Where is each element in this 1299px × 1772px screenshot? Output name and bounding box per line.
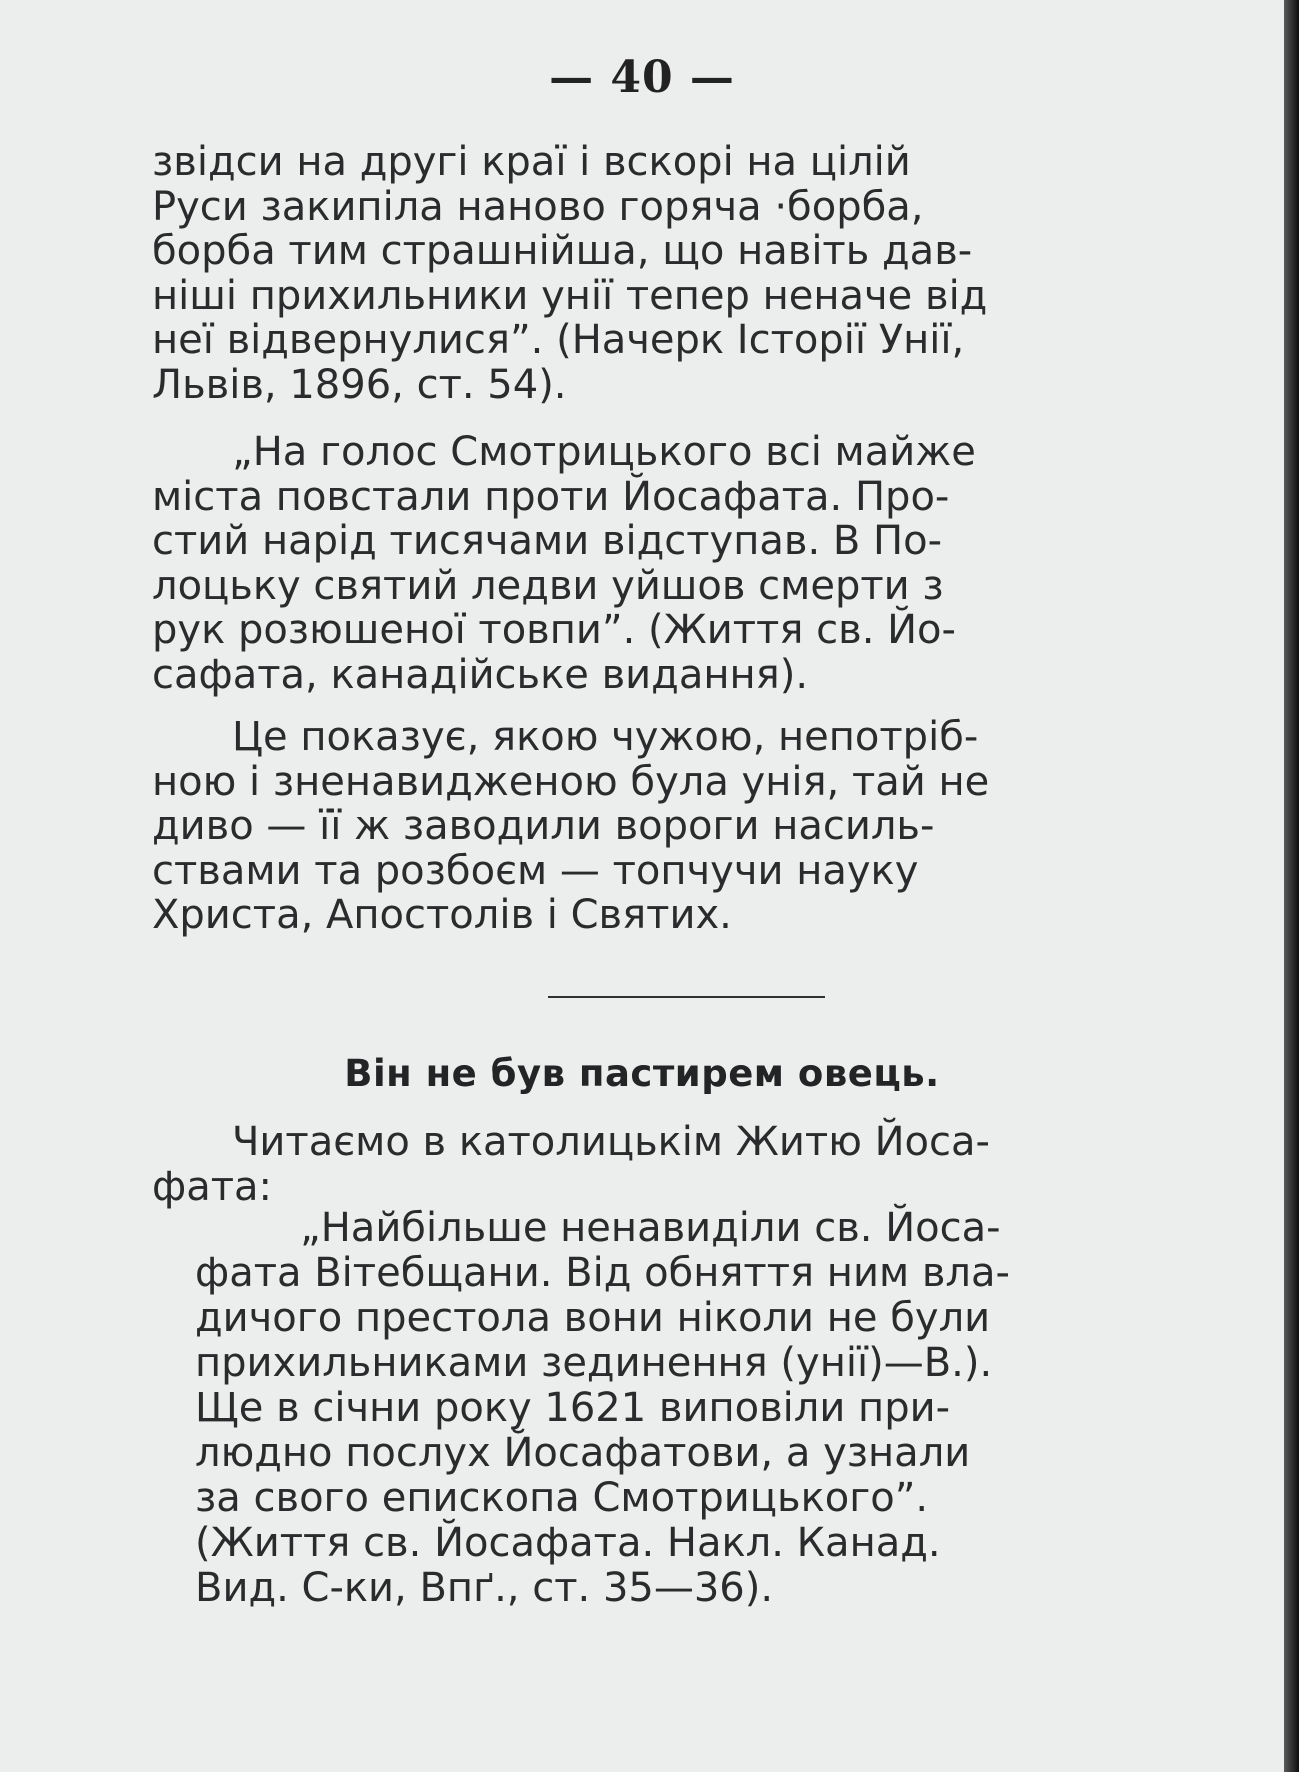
intro-paragraph (152, 1120, 1232, 1209)
text-line: неї відвернулися”. (Начерк Історії Унії, (152, 317, 965, 363)
text-line: борба тим страшнійша, що навіть дав- (152, 228, 973, 274)
text-line: ною і зненавидженою була унія, тай не (152, 758, 990, 805)
page-edge-shadow (1284, 0, 1299, 1772)
text-line: міста повстали проти Йосафата. Про- (152, 473, 950, 520)
text-line: рук розюшеної товпи”. (Життя св. Йо- (152, 607, 956, 653)
text-line: прихильниками зединення (унії)—В.). (195, 1340, 993, 1386)
text-line: лоцьку святий ледви уйшов смерти з (152, 562, 944, 609)
text-line: фата: (152, 1163, 272, 1210)
text-line: Львів, 1896, ст. 54). (152, 361, 567, 408)
text-line: Руси закипіла наново горяча ·борба, (152, 183, 924, 230)
paragraph-3 (152, 715, 1232, 938)
page-number: — 40 — (549, 52, 735, 103)
block-quote (195, 1206, 1202, 1611)
text-line: Це показує, якою чужою, непотріб- (232, 714, 979, 760)
text-line: сафата, канадійське видання). (152, 651, 809, 698)
text-line: „На голос Смотрицького всі майже (232, 429, 976, 475)
text-line: Читаємо в католицькім Житю Йоса- (232, 1119, 990, 1165)
text-line: Христа, Апостолів і Святих. (152, 892, 732, 938)
text-line: диво — її ж заводили вороги насиль- (152, 803, 935, 849)
paragraph-1 (152, 140, 1232, 407)
section-heading: Він не був пастирем овець. (344, 1052, 940, 1095)
text-line: (Життя св. Йосафата. Накл. Канад. (195, 1520, 941, 1566)
text-line: дичого престола вони ніколи не були (195, 1295, 991, 1341)
text-line: фата Вітебщани. Від обняття ним вла- (195, 1250, 1010, 1296)
paragraph-2 (152, 430, 1232, 697)
text-line: людно послух Йосафатови, а узнали (195, 1430, 971, 1476)
text-line: Ще в січни року 1621 виповіли при- (195, 1385, 951, 1431)
text-line: стий нарід тисячами відступав. В По- (152, 518, 943, 564)
text-line: Вид. С-ки, Впґ., ст. 35—36). (195, 1565, 774, 1611)
text-line: „Найбільше ненавиділи св. Йоса- (300, 1205, 1001, 1251)
section-divider (548, 996, 825, 998)
text-line: звідси на другі краї і вскорі на цілій (152, 139, 911, 185)
text-line: за свого епископа Смотрицького”. (195, 1475, 929, 1521)
text-line: ніші прихильники унії тепер неначе від (152, 272, 988, 319)
text-line: ствами та розбоєм — топчучи науку (152, 847, 919, 894)
